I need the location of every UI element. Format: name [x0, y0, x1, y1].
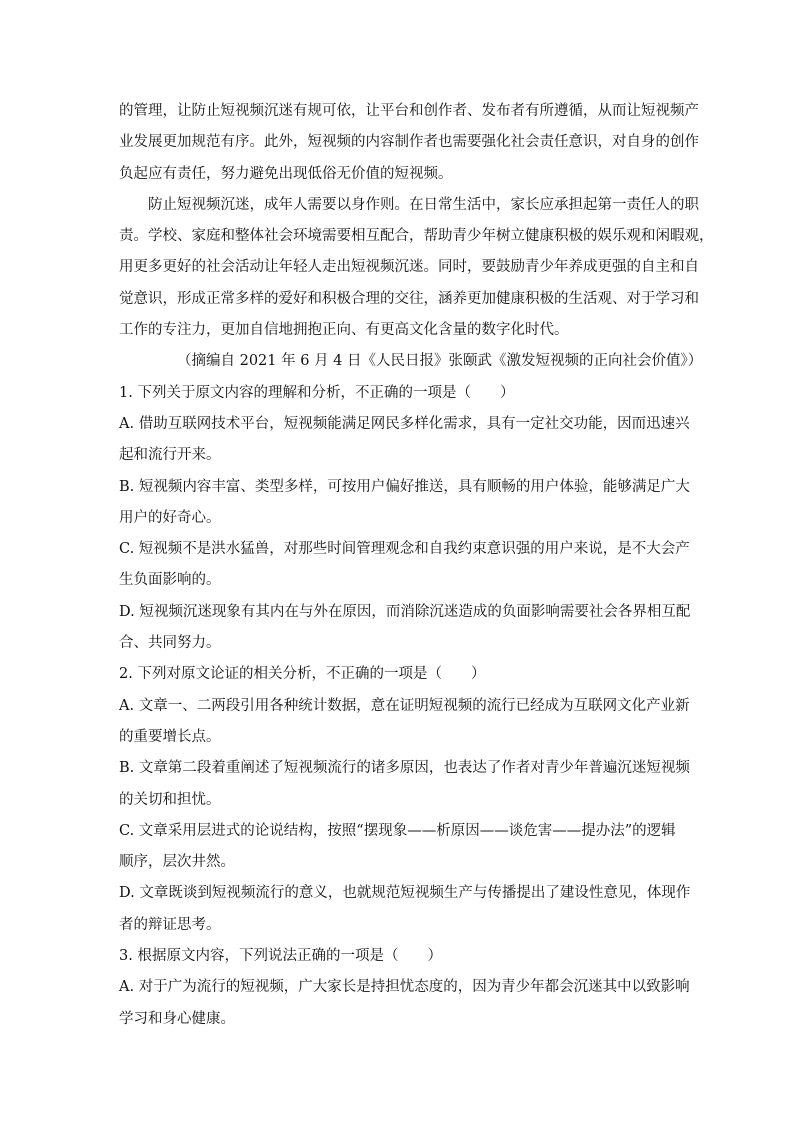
- option-text: 的重要增长点。: [119, 728, 221, 745]
- article-source: （摘编自 2021 年 6 月 4 日《人民日报》张颐武《激发短视频的正向社会价值》）: [177, 353, 703, 370]
- option-text: 顺序，层次井然。: [119, 854, 235, 871]
- option-c: [119, 816, 679, 879]
- option-text: A. 文章一、二两段引用各种统计数据，意在证明短视频的流行已经成为互联网文化产业新: [119, 697, 690, 714]
- text-line: 的管理，让防止短视频沉迷有规可依，让平台和创作者、发布者有所遵循，从而让短视频产: [119, 103, 699, 119]
- text-line: 防止短视频沉迷，成年人需要以身作则。在日常生活中，家长应承担起第一责任人的职: [148, 196, 699, 213]
- option-text: 者的辩证思考。: [119, 916, 221, 933]
- option-text: D. 短视频沉迷现象有其内在与外在原因，而消除沉迷造成的负面影响需要社会各界相互配: [119, 603, 691, 620]
- paragraph-1: [119, 96, 699, 190]
- text-line: 工作的专注力，更加自信地拥抱正向、有更高文化含量的数字化时代。: [119, 322, 569, 339]
- option-text: 生负面影响的。: [119, 572, 221, 589]
- option-d: [119, 597, 691, 660]
- text-line: 觉意识，形成正常多样的爱好和积极合理的交往，涵养更加健康积极的生活观、对于学习和: [119, 290, 699, 307]
- option-text: C. 短视频不是洪水猛兽，对那些时间管理观念和自我约束意识强的用户来说，是不大会产: [119, 541, 690, 558]
- question-stem: 3. 根据原文内容，下列说法正确的一项是（ ）: [119, 948, 442, 965]
- option-text: B. 文章第二段着重阐述了短视频流行的诸多原因，也表达了作者对青少年普遍沉迷短视频: [119, 760, 690, 777]
- option-a: [119, 691, 690, 754]
- text-line: 用更多更好的社会活动让年轻人走出短视频沉迷。同时，要鼓励青少年养成更强的自主和自: [119, 259, 699, 276]
- option-c: [119, 534, 690, 597]
- document-content: [119, 96, 714, 1035]
- option-a: [119, 409, 690, 472]
- option-text: A. 借助互联网技术平台，短视频能满足网民多样化需求，具有一定社交功能，因而迅速兴: [119, 415, 690, 432]
- option-text: C. 文章采用层进式的论说结构，按照“摆现象——析原因——谈危害——提办法”的逻辑: [119, 822, 676, 839]
- text-line: 业发展更加规范有序。此外，短视频的内容制作者也需要强化社会责任意识，对自身的创作: [119, 134, 699, 151]
- option-a: [119, 972, 690, 1035]
- option-text: B. 短视频内容丰富、类型多样，可按用户偏好推送，具有顺畅的用户体验，能够满足广大: [119, 478, 690, 495]
- paragraph-2: [119, 190, 714, 346]
- option-text: 用户的好奇心。: [119, 509, 221, 526]
- text-line: 责。学校、家庭和整体社会环境需要相互配合，帮助青少年树立健康积极的娱乐观和闲暇观，: [119, 228, 714, 245]
- question-1: [119, 378, 691, 660]
- question-2: [119, 659, 691, 941]
- option-b: [119, 753, 690, 816]
- option-text: 的关切和担忧。: [119, 791, 221, 808]
- question-stem: 2. 下列对原文论证的相关分析，不正确的一项是（ ）: [119, 666, 486, 683]
- text-line: 负起应有责任，努力避免出现低俗无价值的短视频。: [119, 165, 453, 182]
- option-text: 学习和身心健康。: [119, 1010, 235, 1027]
- option-d: [119, 878, 691, 941]
- question-3: [119, 941, 690, 1035]
- question-stem: 1. 下列关于原文内容的理解和分析，不正确的一项是（ ）: [119, 384, 515, 401]
- option-text: 合、共同努力。: [119, 635, 221, 652]
- option-text: 起和流行开来。: [119, 447, 221, 464]
- option-text: A. 对于广为流行的短视频，广大家长是持担忧态度的，因为青少年都会沉迷其中以致影响: [119, 979, 690, 996]
- option-text: D. 文章既谈到短视频流行的意义，也就规范短视频生产与传播提出了建设性意见，体现作: [119, 885, 691, 902]
- option-b: [119, 472, 690, 535]
